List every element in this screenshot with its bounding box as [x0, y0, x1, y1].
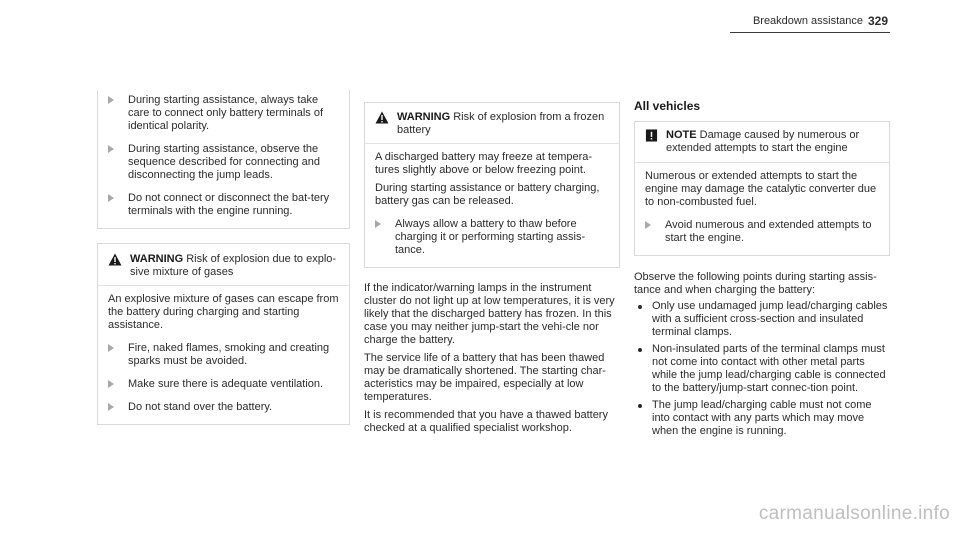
warning-triangle-icon [108, 253, 122, 266]
section-heading: All vehicles [634, 99, 701, 113]
note-body: Numerous or extended attempts to start the engine may damage the catalytic converter due to non-combusted fuel. [645, 170, 877, 208]
bullet-dot-icon [638, 404, 642, 408]
bullet-dot-icon [638, 305, 642, 309]
paragraph: It is recommended that you have a thawed battery checked at a qualified specialist workshop. [364, 409, 608, 434]
page-number: 329 [867, 14, 888, 28]
note-box [634, 121, 890, 256]
warning-triangle-icon [375, 111, 389, 124]
arrow-icon [108, 194, 114, 202]
warning-label: WARNING [130, 253, 184, 265]
arrow-icon [108, 96, 114, 104]
watermark: carmanualsonline.info [758, 503, 950, 524]
note-label: NOTE [666, 129, 697, 141]
list-item: Fire, naked flames, smoking and creating sparks must be avoided. [108, 342, 339, 368]
list-item: Make sure there is adequate ventilation. [108, 378, 339, 391]
arrow-icon [108, 145, 114, 153]
list-item: The jump lead/charging cable must not come into contact with any parts which may move when the engine is running. [634, 399, 890, 438]
paragraph: The service life of a battery that has been thawed may be dramatically shortened. The starting char-acteristics may be impaired, especially at low temperatures. [364, 352, 606, 403]
top-bullet-box [97, 90, 350, 229]
warning-title: Risk of explosion due to explo-sive mixture of gases [130, 253, 337, 278]
arrow-icon [375, 220, 381, 228]
warning-label: WARNING [397, 111, 451, 123]
list-item: Avoid numerous and extended attempts to start the engine. [645, 219, 879, 245]
intro-paragraph: Observe the following points during starting assis-tance and when charging the battery: [634, 271, 877, 296]
warning-body: A discharged battery may freeze at tempera-tures slightly above or below freezing point. [375, 151, 593, 176]
list-item: Only use undamaged jump lead/charging cables with a sufficient cross-section and insulated terminal clamps. [634, 300, 890, 339]
warning-box [364, 102, 620, 268]
bullet-dot-icon [638, 348, 642, 352]
section-title: Breakdown assistance [752, 15, 863, 27]
arrow-icon [108, 380, 114, 388]
column-1 [97, 90, 350, 425]
exclamation-icon [645, 129, 658, 142]
column-3 [634, 99, 890, 438]
column-2 [364, 102, 620, 435]
note-title: Damage caused by numerous or extended attempts to start the engine [666, 129, 860, 154]
list-item: During starting assistance, observe the sequence described for connecting and disconnecting the jump leads. [108, 143, 339, 182]
warning-title: Risk of explosion from a frozen battery [397, 111, 605, 136]
list-item: Always allow a battery to thaw before charging it or performing starting assis-tance. [375, 218, 609, 257]
list-item: Non-insulated parts of the terminal clamps must not come into contact with other metal parts while the jump lead/charging cable is connected to the battery/jump-start connec-tion point. [634, 343, 890, 395]
warning-box [97, 243, 350, 425]
list-item: Do not connect or disconnect the bat-tery terminals with the engine running. [108, 192, 339, 218]
arrow-icon [645, 221, 651, 229]
arrow-icon [108, 344, 114, 352]
warning-body: During starting assistance or battery charging, battery gas can be released. [375, 182, 600, 207]
list-item: During starting assistance, always take care to connect only battery terminals of identical polarity. [108, 94, 339, 133]
paragraph: If the indicator/warning lamps in the instrument cluster do not light up at low temperatures, it is very likely that the discharged battery has frozen. In this case you may neither jump-start the vehi-cle nor charge the battery. [364, 282, 615, 346]
arrow-icon [108, 403, 114, 411]
warning-body: An explosive mixture of gases can escape from the battery during charging and starting assistance. [108, 293, 339, 331]
header-rule [730, 32, 890, 33]
list-item: Do not stand over the battery. [108, 401, 339, 414]
